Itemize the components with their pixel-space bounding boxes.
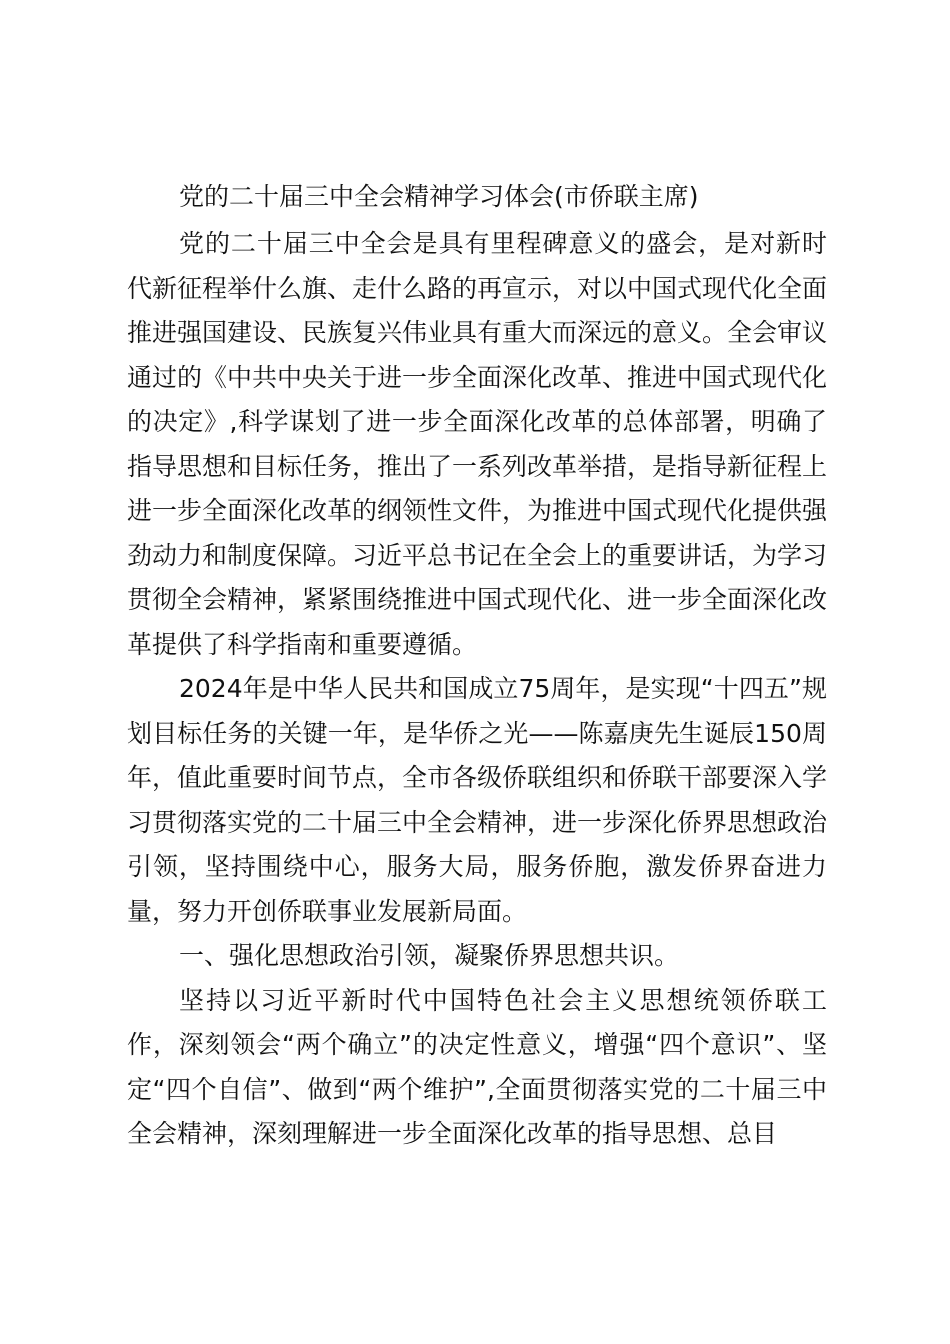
paragraph-section-one: 坚持以习近平新时代中国特色社会主义思想统领侨联工作，深刻领会“两个确立”的决定性意义，增强“四个意识”、坚定“四个自信”、做到“两个维护”,全面贯彻落实党的二十届三中全会精神，深刻理解进一步全面深化改革的指导思想、总目 <box>127 985 827 1148</box>
document-body <box>127 172 827 1157</box>
section-heading: 一、强化思想政治引领，凝聚侨界思想共识。 <box>179 941 680 970</box>
paragraph-intro: 党的二十届三中全会是具有里程碑意义的盛会，是对新时代新征程举什么旗、走什么路的再宣示，对以中国式现代化全面推进强国建设、民族复兴伟业具有重大而深远的意义。全会审议通过的《中共中央关于进一步全面深化改革、推进中国式现代化的决定》,科学谋划了进一步全面深化改革的总体部署，明确了指导思想和目标任务，推出了一系列改革举措，是指导新征程上进一步全面深化改革的纲领性文件，为推进中国式现代化提供强劲动力和制度保障。习近平总书记在全会上的重要讲话，为学习贯彻全会精神，紧紧围绕推进中国式现代化、进一步全面深化改革提供了科学指南和重要遵循。 <box>127 229 828 659</box>
document-title: 党的二十届三中全会精神学习体会(市侨联主席) <box>179 182 699 211</box>
paragraph-anniversary: 2024年是中华人民共和国成立75周年，是实现“十四五”规划目标任务的关键一年，是华侨之光——陈嘉庚先生诞辰150周年，值此重要时间节点，全市各级侨联组织和侨联干部要深入学习贯彻落实党的二十届三中全会精神，进一步深化侨界思想政治引领，坚持围绕中心，服务大局，服务侨胞，激发侨界奋进力量，努力开创侨联事业发展新局面。 <box>127 674 828 926</box>
